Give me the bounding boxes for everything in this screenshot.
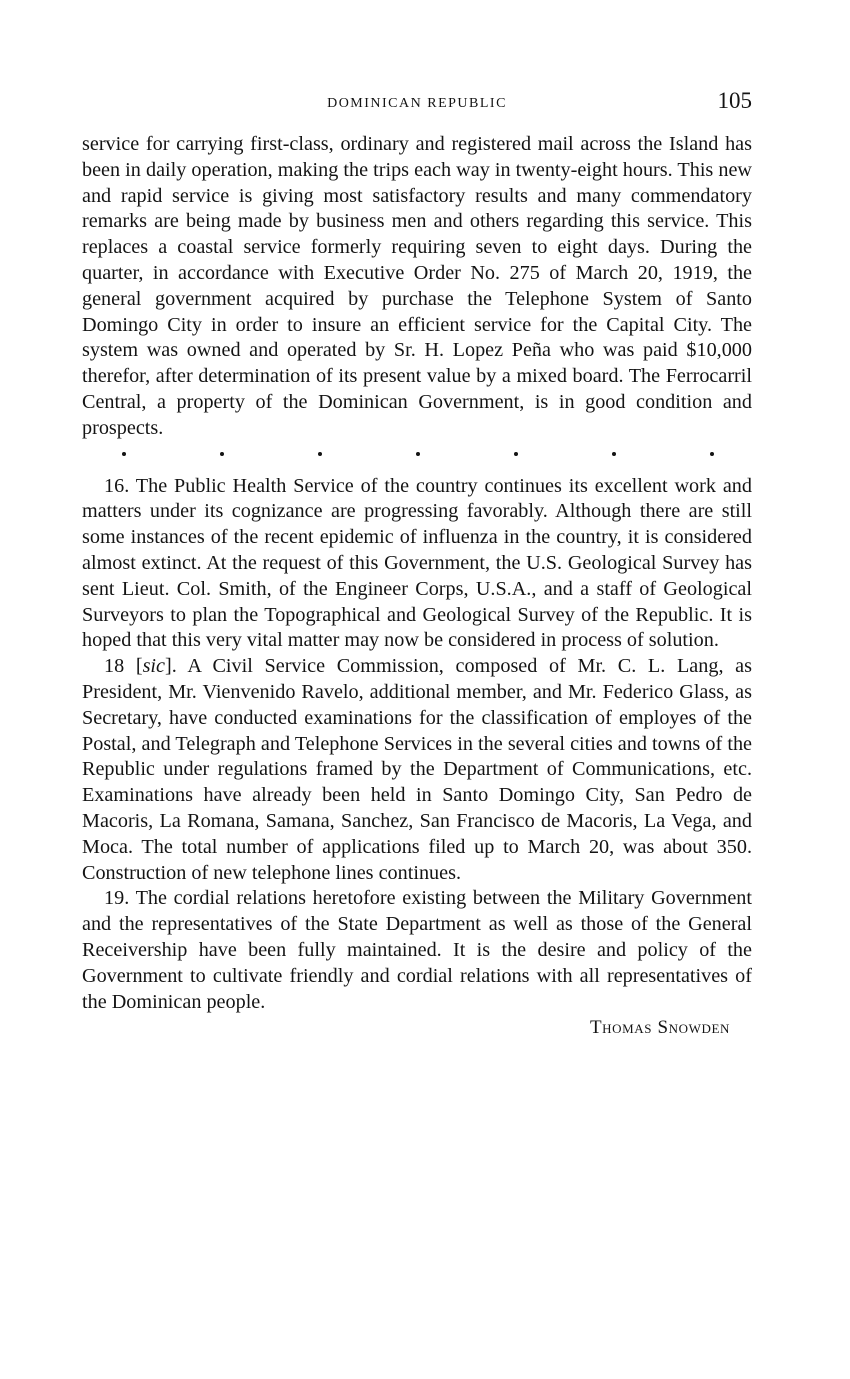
document-page: [82, 88, 752, 1039]
ellipsis-dot: [710, 452, 714, 456]
ellipsis-dot: [122, 452, 126, 456]
signature: Thomas Snowden: [589, 1017, 730, 1039]
ellipsis-dot: [416, 452, 420, 456]
ellipsis-dot: [318, 452, 322, 456]
running-title: DOMINICAN REPUBLIC: [327, 96, 507, 111]
paragraph-18-number: 18 [: [104, 655, 143, 678]
ellipsis-dot: [514, 452, 518, 456]
ellipsis-dot: [612, 452, 616, 456]
paragraph-16: 16. The Public Health Service of the country continues its excellent work and matters under its cognizance are progressing favorably. Although there are still some instances of the recent epidemic of influenza in the country, it is considered almost extinct. At the request of this Government, the U.S. Geological Survey has sent Lieut. Col. Smith, of the Engineer Corps, U.S.A., and a staff of Geological Surveyors to plan the Topographical and Geological Survey of the Republic. It is hoped that this very vital matter may now be considered in process of solution.: [82, 474, 752, 652]
paragraph-18: [82, 654, 752, 886]
paragraph-continued: service for carrying first-class, ordinary and registered mail across the Island has been in daily operation, making the trips each way in twenty-eight hours. This new and rapid service is giving most satisfactory results and many commendatory remarks are being made by business men and others regarding this service. This replaces a coastal service formerly requiring seven to eight days. During the quarter, in accordance with Executive Order No. 275 of March 20, 1919, the general government acquired by purchase the Telephone System of Santo Domingo City in order to insure an efficient service for the Capital City. The system was owned and operated by Sr. H. Lopez Peña who was paid $10,000 therefor, after determination of its present value by a mixed board. The Ferrocarril Central, a property of the Dominican Government, is in good condition and prospects.: [82, 133, 752, 439]
paragraph-18-text: ]. A Civil Service Commission, composed of Mr. C. L. Lang, as President, Mr. Vienvenido Ravelo, additional member, and Mr. Federico Glass, as Secretary, have conducted examinations for the classification of employes of the Postal, and Telegraph and Telephone Services in the several cities and towns of the Republic under regulations framed by the Department of Communications, etc. Examinations have already been held in Santo Domingo City, San Pedro de Macoris, La Romana, Samana, Sanchez, San Francisco de Macoris, La Vega, and Moca. The total number of applications filed up to March 20, was about 350. Construction of new telephone lines continues.: [82, 655, 752, 884]
sic-notation: sic: [142, 655, 166, 678]
page-number: 105: [717, 88, 752, 113]
body-text: [82, 132, 752, 1039]
ellipsis-omission-row: [82, 446, 752, 470]
running-header: [82, 88, 752, 118]
ellipsis-dot: [220, 452, 224, 456]
paragraph-19: 19. The cordial relations heretofore existing between the Military Government and the representatives of the State Department as well as those of the General Receivership have been fully maintained. It is the desire and policy of the Government to cultivate friendly and cordial relations with all representatives of the Dominican people.: [82, 887, 752, 1013]
